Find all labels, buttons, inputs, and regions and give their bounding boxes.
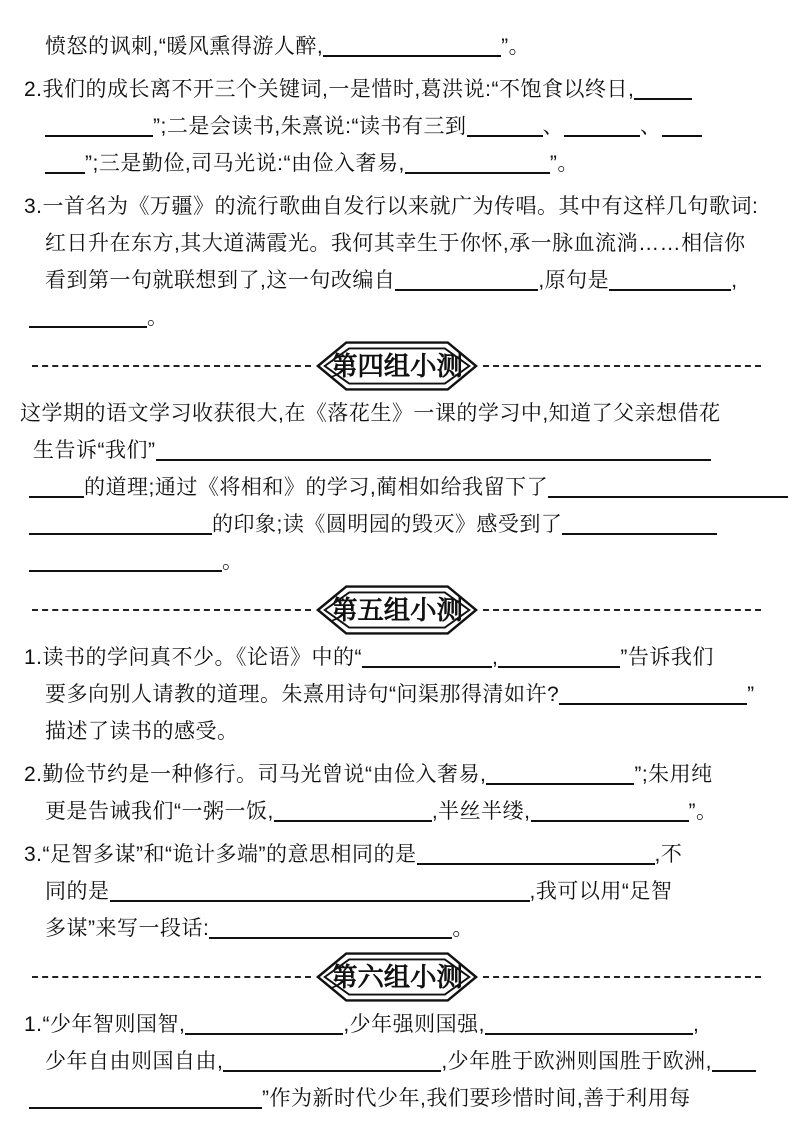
text-segment: 要多向别人请教的道理。朱熹用诗句“问渠那得清如许? xyxy=(45,683,560,706)
section-header xyxy=(0,339,793,393)
text-segment: ,我可以用“足智 xyxy=(529,880,673,903)
text-segment: 。 xyxy=(147,306,169,329)
text-segment: ”。 xyxy=(688,800,718,823)
text-segment: 同的是 xyxy=(45,880,110,903)
text-segment: ”;三是勤俭,司马光说:“由俭入奢易, xyxy=(85,152,405,175)
fill-in-blank xyxy=(498,646,620,668)
dashed-divider-right xyxy=(483,609,762,611)
text-segment: 看到第一句就联想到了,这一句改编自 xyxy=(45,269,396,292)
fill-in-blank xyxy=(662,115,702,137)
text-segment: 的印象;读《圆明园的毁灭》感受到了 xyxy=(212,513,563,536)
text-segment: 、 xyxy=(542,115,564,138)
text-line xyxy=(0,543,793,580)
fill-in-blank xyxy=(29,550,222,572)
text-segment: 2.我们的成长离不开三个关键词,一是惜时,葛洪说:“不饱食以终日, xyxy=(24,78,635,101)
hexagon-badge xyxy=(314,950,480,1004)
text-segment: ,原句是 xyxy=(538,269,610,292)
text-line xyxy=(0,469,793,506)
text-segment: 红日升在东方,其大道满霞光。我何其幸生于你怀,承一脉血流淌……相信你 xyxy=(45,232,746,255)
dashed-divider-left xyxy=(32,976,311,978)
fill-in-blank xyxy=(209,917,452,939)
fill-in-blank xyxy=(29,476,84,498)
text-segment: 1.读书的学问真不少。《论语》中的“ xyxy=(24,646,363,669)
text-line xyxy=(0,713,793,750)
section-header-label: 第五组小测 xyxy=(330,594,463,625)
fill-in-blank xyxy=(223,1050,441,1072)
fill-in-blank xyxy=(712,1050,756,1072)
fill-in-blank xyxy=(395,269,538,291)
text-line xyxy=(0,299,793,336)
fill-in-blank xyxy=(29,513,212,535)
text-line xyxy=(0,910,793,947)
worksheet-content xyxy=(0,28,793,1117)
text-line xyxy=(0,639,793,676)
fill-in-blank xyxy=(185,1013,343,1035)
fill-in-blank xyxy=(405,152,550,174)
text-segment: ,少年强则国强, xyxy=(343,1013,486,1036)
text-line xyxy=(0,676,793,713)
text-segment: ,少年胜于欧洲则国胜于欧洲, xyxy=(441,1050,713,1073)
text-segment: 多谋”来写一段话: xyxy=(45,917,210,940)
dashed-divider-right xyxy=(483,976,762,978)
text-line xyxy=(0,1080,793,1117)
fill-in-blank xyxy=(559,683,747,705)
text-segment: 、 xyxy=(640,115,662,138)
section-header xyxy=(0,950,793,1004)
text-segment: ”作为新时代少年,我们要珍惜时间,善于利用每 xyxy=(262,1087,691,1110)
text-segment: 描述了读书的感受。 xyxy=(45,720,239,743)
text-line xyxy=(0,1043,793,1080)
dashed-divider-left xyxy=(32,365,311,367)
fill-in-blank xyxy=(417,843,655,865)
dashed-divider-right xyxy=(483,365,762,367)
text-segment: ,不 xyxy=(654,843,683,866)
fill-in-blank xyxy=(45,152,85,174)
text-line xyxy=(0,225,793,262)
dashed-divider-left xyxy=(32,609,311,611)
fill-in-blank xyxy=(110,880,530,902)
text-segment: 2.勤俭节约是一种修行。司马光曾说“由俭入奢易, xyxy=(24,763,487,786)
text-segment: ”。 xyxy=(549,152,579,175)
hexagon-badge xyxy=(314,583,480,637)
fill-in-blank xyxy=(323,35,501,57)
fill-in-blank xyxy=(634,78,692,100)
fill-in-blank xyxy=(29,306,147,328)
fill-in-blank xyxy=(362,646,492,668)
text-line xyxy=(0,108,793,145)
text-segment: ”;二是会读书,朱熹说:“读书有三到 xyxy=(153,115,467,138)
text-segment: , xyxy=(693,1013,700,1036)
fill-in-blank xyxy=(486,763,634,785)
fill-in-blank xyxy=(562,513,717,535)
text-segment: 。 xyxy=(452,917,474,940)
text-line xyxy=(0,145,793,182)
text-segment: ,半丝半缕, xyxy=(431,800,531,823)
text-segment: 更是告诫我们“一粥一饭, xyxy=(45,800,274,823)
text-line xyxy=(0,873,793,910)
text-line xyxy=(0,71,793,108)
text-segment: 3.一首名为《万疆》的流行歌曲自发行以来就广为传唱。其中有这样几句歌词: xyxy=(24,195,759,218)
text-line xyxy=(0,395,793,432)
text-segment: 愤怒的讽刺,“暖风熏得游人醉, xyxy=(45,35,324,58)
text-line xyxy=(0,756,793,793)
text-segment: ”;朱用纯 xyxy=(634,763,713,786)
fill-in-blank xyxy=(45,115,153,137)
text-segment: 1.“少年智则国智, xyxy=(24,1013,186,1036)
text-line xyxy=(0,432,793,469)
fill-in-blank xyxy=(29,1087,262,1109)
text-segment: , xyxy=(731,269,738,292)
fill-in-blank xyxy=(156,439,711,461)
fill-in-blank xyxy=(485,1013,693,1035)
fill-in-blank xyxy=(467,115,543,137)
section-header-label: 第四组小测 xyxy=(330,350,463,381)
section-header-label: 第六组小测 xyxy=(330,961,463,992)
text-line xyxy=(0,28,793,65)
fill-in-blank xyxy=(531,800,689,822)
text-line xyxy=(0,188,793,225)
text-segment: 少年自由则国自由, xyxy=(45,1050,224,1073)
text-line xyxy=(0,836,793,873)
text-segment: ” xyxy=(747,683,755,706)
text-segment: ”告诉我们 xyxy=(620,646,714,669)
fill-in-blank xyxy=(548,476,788,498)
fill-in-blank xyxy=(609,269,731,291)
section-header xyxy=(0,583,793,637)
text-line xyxy=(0,506,793,543)
text-segment: 这学期的语文学习收获很大,在《落花生》一课的学习中,知道了父亲想借花 xyxy=(20,402,721,425)
text-segment: 生告诉“我们” xyxy=(33,439,156,462)
hexagon-badge xyxy=(314,339,480,393)
text-segment: ”。 xyxy=(501,35,531,58)
text-line xyxy=(0,1006,793,1043)
text-segment: 的道理;通过《将相和》的学习,蔺相如给我留下了 xyxy=(84,476,549,499)
text-line xyxy=(0,262,793,299)
text-segment: , xyxy=(492,646,499,669)
text-segment: 3.“足智多谋”和“诡计多端”的意思相同的是 xyxy=(24,843,417,866)
text-segment: 。 xyxy=(222,550,244,573)
fill-in-blank xyxy=(274,800,432,822)
fill-in-blank xyxy=(564,115,640,137)
text-line xyxy=(0,793,793,830)
